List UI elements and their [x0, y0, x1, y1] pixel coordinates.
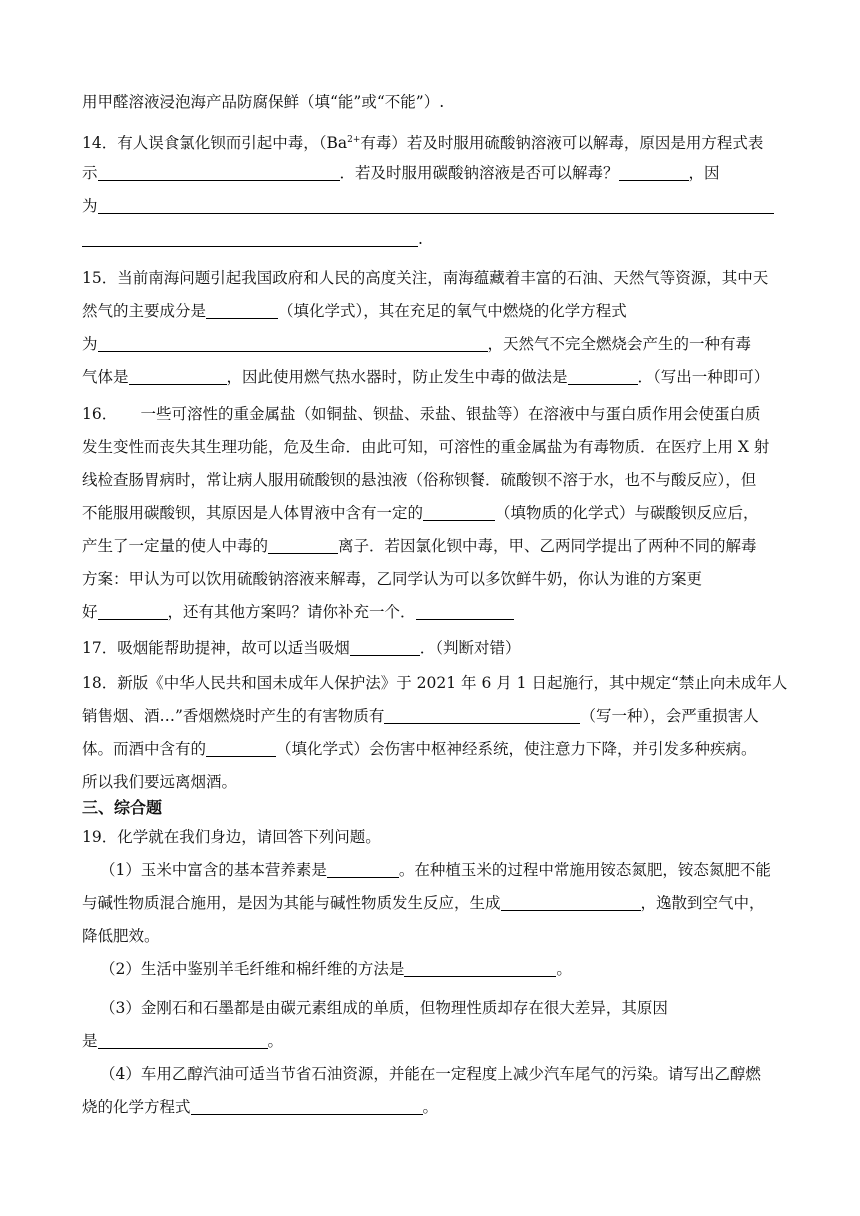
q15-text: 为 — [82, 335, 98, 353]
q19-blank-equation[interactable] — [191, 1098, 423, 1115]
q14-blank-reason-1[interactable] — [98, 197, 774, 214]
q13-tail — [82, 92, 444, 112]
q14-line4 — [82, 229, 423, 249]
q15-blank-formula[interactable] — [206, 302, 278, 319]
q19-p4-line2 — [82, 1097, 438, 1117]
q19-text: 与碱性物质混合施用，是因为其能与碱性物质发生反应，生成 — [82, 894, 501, 912]
q17-line — [82, 638, 521, 658]
q16-text: 好 — [82, 603, 98, 621]
q18-text: （写一种），会严重损害人 — [580, 707, 759, 725]
q15-line1 — [82, 268, 768, 288]
q16-blank-who[interactable] — [98, 603, 168, 620]
q18-blank-formula[interactable] — [206, 740, 276, 757]
q16-text: 发生变性而丧失其生理功能，危及生命．由此可知，可溶性的重金属盐为有毒物质．在医疗上用 X 射 — [82, 438, 770, 456]
q18-blank-substance[interactable] — [384, 707, 580, 724]
q15-blank-method[interactable] — [568, 368, 638, 385]
q14-blank-yesno[interactable] — [619, 164, 689, 181]
q15-text: ，天然气不完全燃烧会产生的一种有毒 — [487, 335, 752, 353]
q18-text: 所以我们要远离烟酒。 — [82, 773, 238, 791]
q19-text: （2）生活中鉴别羊毛纤维和棉纤维的方法是 — [100, 960, 405, 978]
q18-line1 — [82, 673, 787, 693]
q14-text: 14．有人误食氯化钡而引起中毒，（Ba — [82, 134, 348, 152]
q16-line5 — [82, 536, 757, 556]
q19-text: 。 — [556, 960, 572, 978]
q19-p3-line1 — [100, 998, 668, 1018]
q13-text: 用甲醛溶液浸泡海产品防腐保鲜（填“能”或“不能”）. — [82, 93, 445, 111]
q14-blank-reason-2[interactable] — [82, 230, 418, 247]
q14-line3 — [82, 196, 774, 216]
q19-text: 。在种植玉米的过程中常施用铵态氮肥，铵态氮肥不能 — [398, 861, 771, 879]
q16-text: 不能服用碳酸钡，其原因是人体胃液中含有一定的 — [82, 504, 424, 522]
q19-blank-method[interactable] — [404, 960, 556, 977]
q18-text: 销售烟、酒…”香烟燃烧时产生的有害物质有 — [82, 707, 385, 725]
q19-p1-line3 — [82, 926, 160, 946]
q16-text: ，还有其他方案吗？请你补充一个． — [167, 603, 416, 621]
q15-blank-gas[interactable] — [129, 368, 227, 385]
q19-p1-line2 — [82, 893, 765, 913]
q19-text: （3）金刚石和石墨都是由碳元素组成的单质，但物理性质却存在很大差异，其原因 — [100, 999, 668, 1017]
q19-p4-line1 — [100, 1064, 761, 1084]
q19-text: 19．化学就在我们身边，请回答下列问题。 — [82, 828, 381, 846]
q19-text: ，逸散到空气中， — [640, 894, 765, 912]
q15-text: 然气的主要成分是 — [82, 302, 207, 320]
q19-p1-line1 — [100, 860, 771, 880]
q15-text: 气体是 — [82, 368, 129, 386]
q15-text: （填化学式），其在充足的氧气中燃烧的化学方程式 — [278, 302, 627, 320]
q18-text: 体。而酒中含有的 — [82, 740, 207, 758]
q19-p2 — [100, 959, 572, 979]
q15-line4 — [82, 367, 769, 387]
q14-text: ，因 — [688, 164, 720, 182]
section-title: 三、综合题 — [82, 798, 163, 817]
q16-text: 16． 一些可溶性的重金属盐（如铜盐、钡盐、汞盐、银盐等）在溶液中与蛋白质作用会使蛋白质 — [82, 405, 761, 423]
q16-blank-other[interactable] — [416, 603, 514, 620]
q19-blank-product[interactable] — [501, 894, 641, 911]
q16-blank-ion[interactable] — [268, 537, 338, 554]
q16-text: 离子．若因氯化钡中毒，甲、乙两同学提出了两种不同的解毒 — [338, 537, 757, 555]
q15-line3 — [82, 334, 751, 354]
q14-text: ．若及时服用碳酸钠溶液是否可以解毒？ — [339, 164, 619, 182]
q18-line2 — [82, 706, 759, 726]
q16-text: （填物质的化学式）与碳酸钡反应后， — [495, 504, 759, 522]
q18-line4 — [82, 772, 237, 792]
q14-blank-equation[interactable] — [98, 164, 340, 181]
q19-p3-line2 — [82, 1031, 283, 1051]
q19-text: 。 — [267, 1032, 284, 1050]
q19-text: 。 — [422, 1098, 439, 1116]
q17-blank[interactable] — [350, 639, 420, 656]
q19-blank-reason[interactable] — [98, 1032, 268, 1049]
q16-line6 — [82, 569, 702, 589]
q16-line1 — [82, 404, 760, 424]
q14-text: 有毒）若及时服用硫酸钠溶液可以解毒，原因是用方程式表 — [360, 134, 764, 152]
q19-text: （1）玉米中富含的基本营养素是 — [100, 861, 327, 879]
q19-text: 烧的化学方程式 — [82, 1098, 191, 1116]
q15-blank-equation[interactable] — [98, 335, 488, 352]
q18-text: （填化学式）会伤害中枢神经系统，使注意力下降，并引发多种疾病。 — [276, 740, 757, 758]
q19-text: 降低肥效。 — [82, 927, 160, 945]
q15-text: 15．当前南海问题引起我国政府和人民的高度关注，南海蕴藏着丰富的石油、天然气等资源，其中天 — [82, 269, 769, 287]
q19-blank-nutrient[interactable] — [327, 861, 399, 878]
q19-text: 是 — [82, 1032, 98, 1050]
q19-text: （4）车用乙醇汽油可适当节省石油资源，并能在一定程度上减少汽车尾气的污染。请写出乙醇燃 — [100, 1065, 761, 1083]
q16-line4 — [82, 503, 759, 523]
q16-line7 — [82, 602, 514, 622]
q16-line2 — [82, 437, 769, 457]
q15-line2 — [82, 301, 627, 321]
q14-superscript: 2+ — [347, 135, 361, 145]
q16-text: 产生了一定量的使人中毒的 — [82, 537, 269, 555]
q16-text: 方案：甲认为可以饮用硫酸钠溶液来解毒，乙同学认为可以多饮鲜牛奶，你认为谁的方案更 — [82, 570, 703, 588]
q17-text: 17．吸烟能帮助提神，故可以适当吸烟 — [82, 639, 350, 657]
q16-blank-formula[interactable] — [423, 504, 495, 521]
q14-line1 — [82, 130, 763, 153]
q16-text: 线检查肠胃病时，常让病人服用硫酸钡的悬浊液（俗称钡餐．硫酸钡不溶于水，也不与酸反应），但 — [82, 471, 757, 489]
q14-line2 — [82, 163, 720, 183]
q16-line3 — [82, 470, 756, 490]
q14-text: 为 — [82, 197, 98, 215]
q14-text: 示 — [82, 164, 98, 182]
q18-line3 — [82, 739, 757, 759]
section-heading — [82, 798, 162, 818]
q15-text: ，因此使用燃气热水器时，防止发生中毒的做法是 — [226, 368, 568, 386]
q19-intro — [82, 827, 381, 847]
q15-text: ．（写出一种即可） — [637, 368, 770, 386]
q18-text: 18．新版《中华人民共和国未成年人保护法》于 2021 年 6 月 1 日起施行，其中规定“禁止向未成年人 — [82, 674, 788, 692]
q14-text: . — [418, 230, 423, 248]
q17-text: ．（判断对错） — [419, 639, 521, 657]
